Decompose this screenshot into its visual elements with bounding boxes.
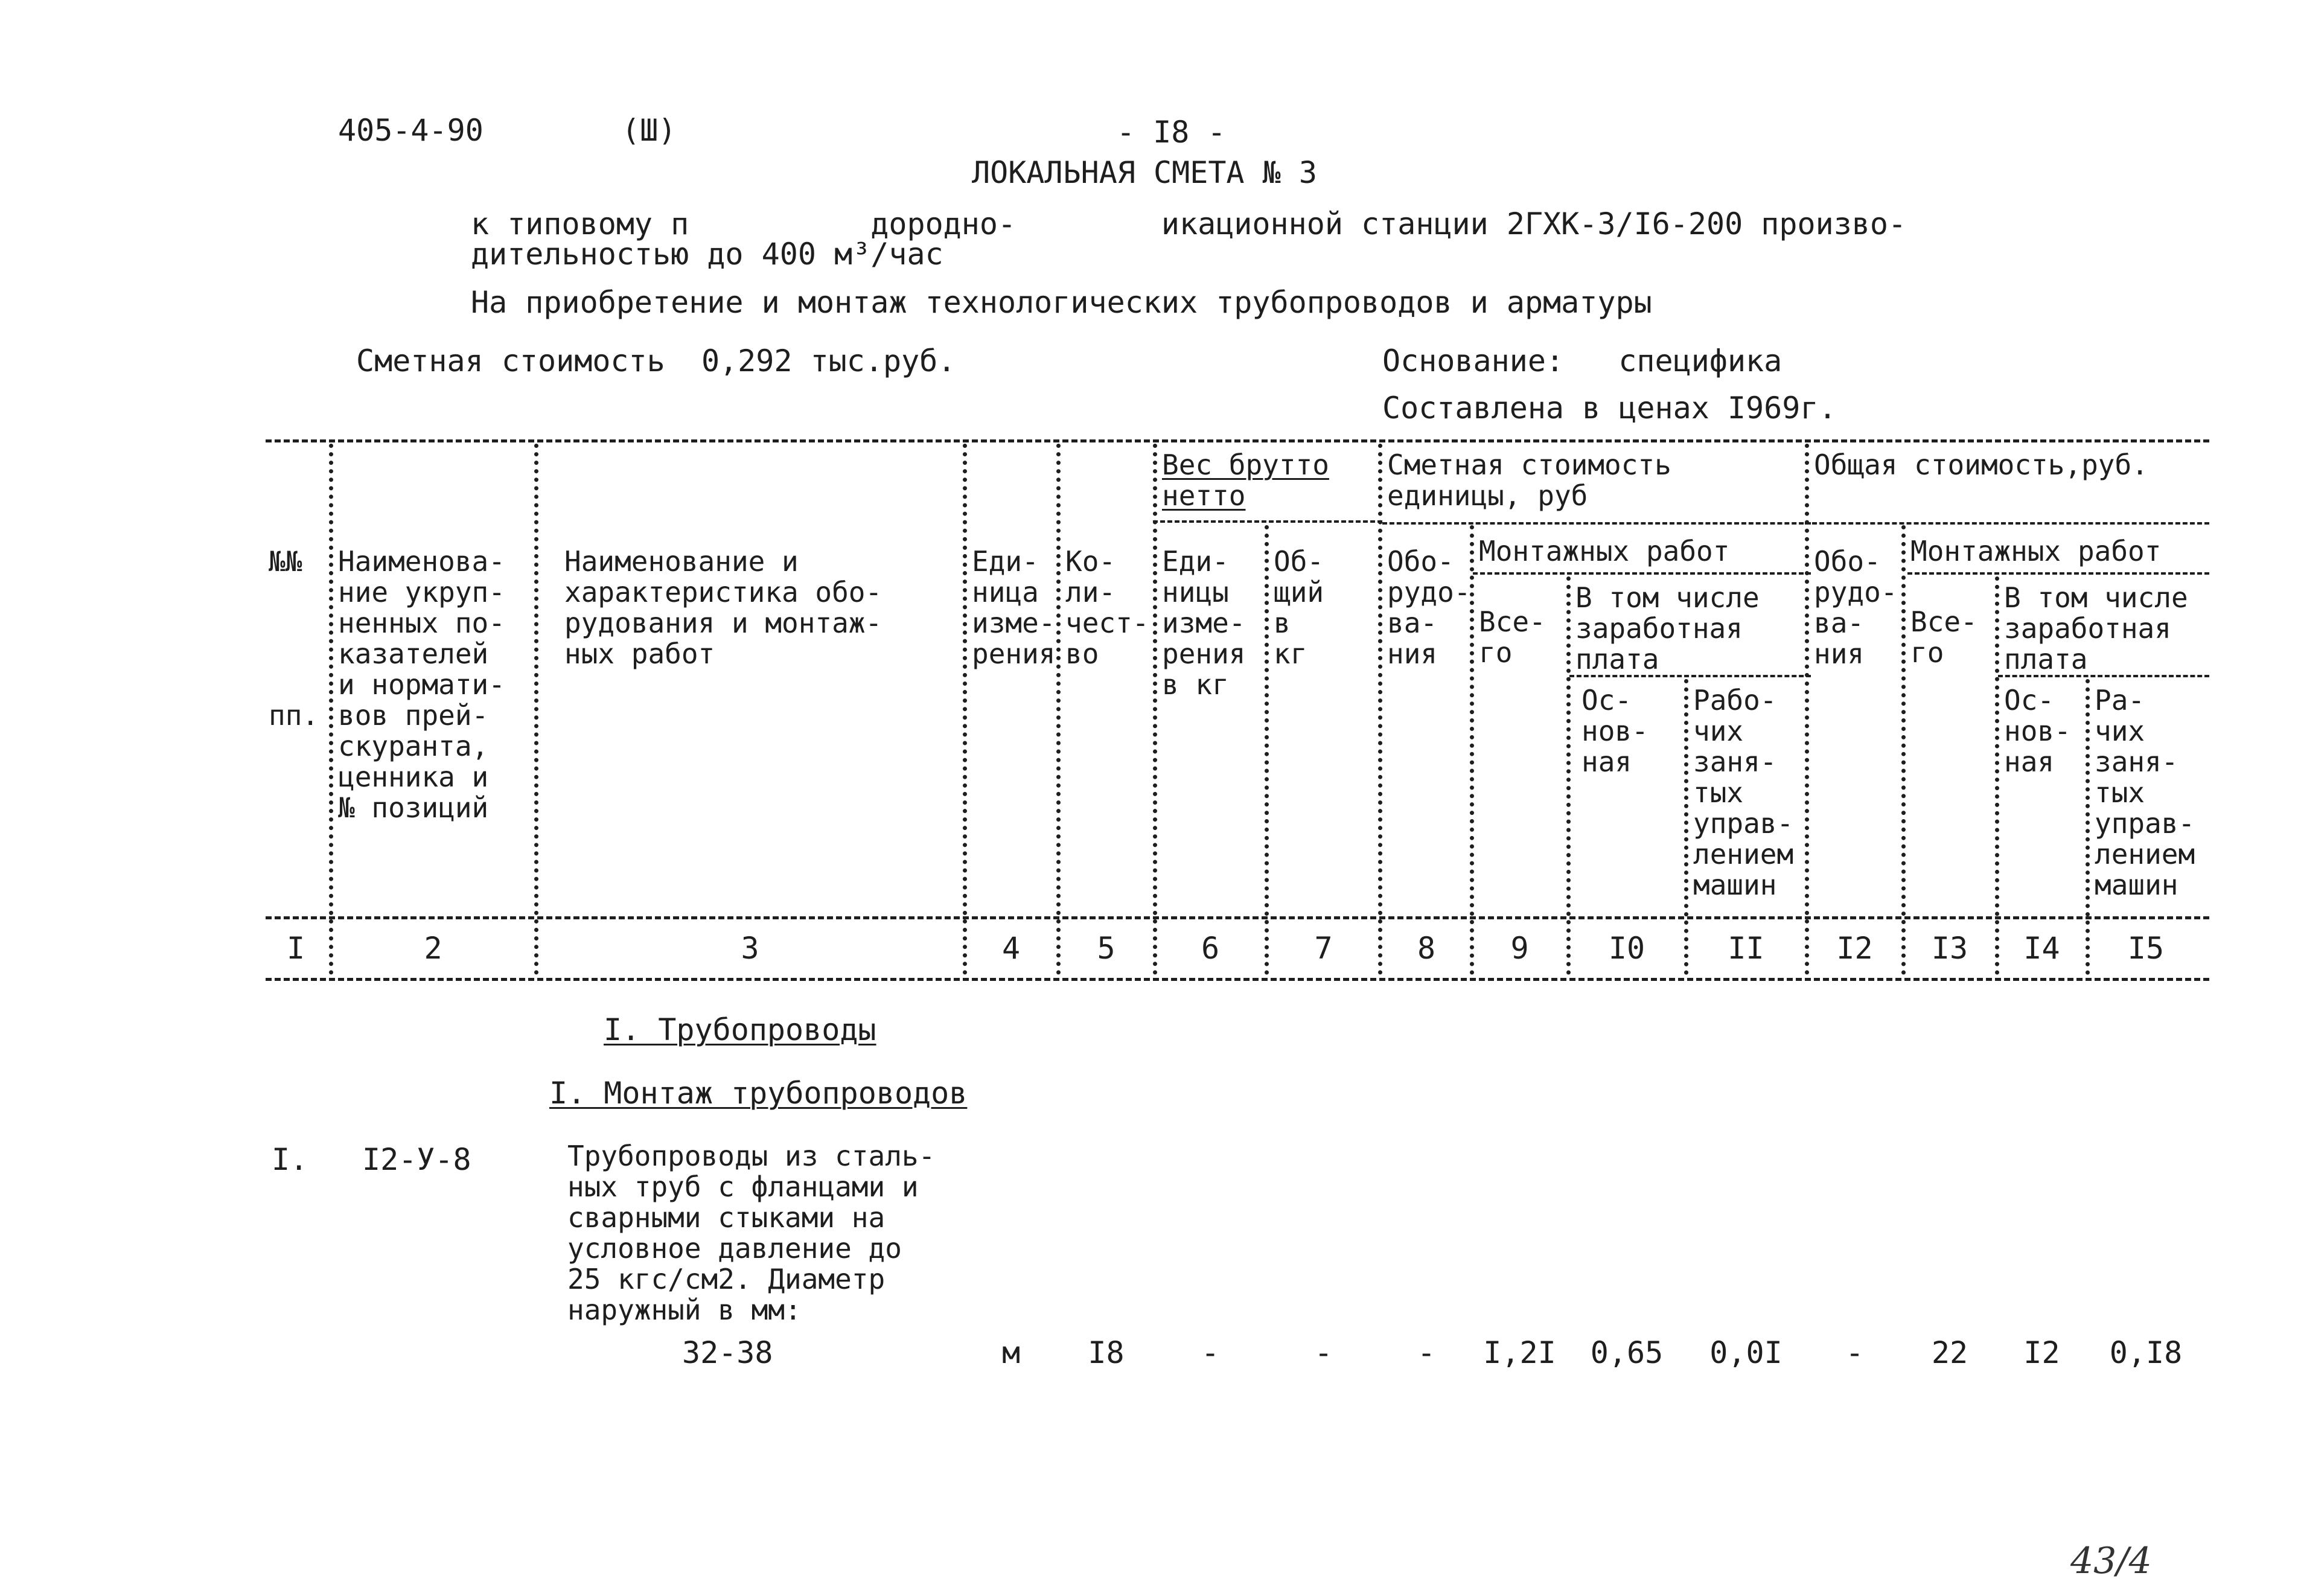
handwritten-page-number: 43/4 (2070, 1540, 2152, 1582)
unit-install-group-rule (1473, 572, 1811, 575)
row-total-equipment-cost: - (1845, 1335, 1864, 1370)
subtitle-line-2: дительностью до 400 м³/час (471, 237, 943, 272)
row-quantity: I8 (1088, 1335, 1125, 1370)
volume-label: (Ш) (622, 113, 677, 148)
column-number: I2 (1836, 931, 1873, 966)
header-col-13: Все- го (1910, 605, 1977, 669)
column-number: 2 (424, 931, 442, 966)
column-number: I5 (2127, 931, 2165, 966)
header-unit-install-group: Монтажных работ (1479, 535, 1730, 567)
subtitle-line-1: к типовому п дородно- икационной станции 2ГХК-3/I6-200 произво- (471, 206, 1907, 241)
row-subitem: 32-38 (682, 1335, 773, 1370)
column-number: 8 (1417, 931, 1436, 966)
row-total-install: 22 (1931, 1335, 1968, 1370)
row-unit-wage-basic: 0,65 (1590, 1335, 1664, 1370)
column-number: 4 (1001, 931, 1021, 966)
table-top-rule (266, 439, 2209, 442)
page-number: - I8 - (1117, 115, 1226, 150)
col-separator (329, 444, 333, 975)
row-unit-weight: - (1201, 1335, 1220, 1370)
header-col-3: Наименование и характеристика обо- рудования и монтаж- ных работ (564, 545, 882, 670)
header-col-15: Ра- чих заня- тых управ- лением машин (2095, 684, 2195, 901)
row-unit-wage-machine: 0,0I (1709, 1335, 1783, 1370)
total-install-group-rule (1907, 572, 2209, 575)
row-total-wage-basic: I2 (2023, 1335, 2060, 1370)
row-description: Трубопроводы из сталь- ных труб с фланцами и сварными стыками на условное давление до 25 кгс/см2. Диаметр наружный в мм: (567, 1140, 936, 1326)
column-number: 5 (1097, 931, 1115, 966)
col-separator (1566, 576, 1571, 975)
row-code: I2-У-8 (362, 1142, 471, 1177)
col-separator (2086, 679, 2090, 975)
col-separator (1153, 444, 1157, 975)
header-col-7: Об- щий в кг (1274, 545, 1324, 670)
header-col-9: Все- го (1479, 605, 1546, 669)
col-separator (1265, 525, 1269, 975)
weight-group-rule (1153, 520, 1382, 523)
header-col-6: Еди- ницы изме- рения в кг (1162, 545, 1246, 701)
total-cost-group-rule (1805, 522, 2209, 525)
col-separator (1056, 444, 1061, 975)
header-unit-incl-group: В том числе заработная плата (1575, 581, 1760, 675)
column-number: 7 (1314, 931, 1333, 966)
header-total-incl-group: В том числе заработная плата (2004, 581, 2188, 675)
header-col-5: Ко- ли- чест- во (1065, 545, 1149, 670)
row-unit: м (1001, 1335, 1021, 1370)
document-title: ЛОКАЛЬНАЯ СМЕТА № 3 (972, 155, 1317, 190)
price-year: Составлена в ценах I969г. (1382, 391, 1837, 426)
header-col-4: Еди- ница изме- рения (972, 545, 1056, 670)
column-number: I0 (1608, 931, 1645, 966)
header-col-8: Обо- рудо- ва- ния (1387, 545, 1471, 670)
column-number: 3 (741, 931, 759, 966)
column-number: I3 (1931, 931, 1968, 966)
col-separator (1901, 525, 1906, 975)
header-col-12: Обо- рудо- ва- ния (1814, 545, 1898, 670)
section-title: I. Трубопроводы (604, 1012, 876, 1047)
row-total-wage-machine: 0,I8 (2109, 1335, 2183, 1370)
header-col-14: Ос- нов- ная (2004, 684, 2071, 778)
column-number: I (286, 931, 305, 966)
row-number: I. (272, 1142, 308, 1177)
col-separator (963, 444, 967, 975)
col-separator (1684, 679, 1688, 975)
document-code: 405-4-90 (338, 113, 484, 148)
row-unit-equipment-cost: - (1417, 1335, 1436, 1370)
column-numbers-rule (266, 978, 2209, 981)
header-col-10: Ос- нов- ная (1581, 684, 1648, 778)
column-number: I4 (2023, 931, 2060, 966)
header-col-1: №№ пп. (269, 545, 319, 732)
header-unit-cost-group: Сметная стоимость единицы, руб (1387, 448, 1671, 512)
header-total-install-group: Монтажных работ (1910, 535, 2162, 567)
col-separator (1995, 576, 1999, 975)
subsection-title: I. Монтаж трубопроводов (549, 1076, 968, 1111)
column-number: II (1728, 931, 1764, 966)
row-unit-install-total: I,2I (1483, 1335, 1556, 1370)
header-col-2: Наименова- ние укруп- ненных по- казателей и нормати- вов прей- скуранта, ценника и № позиций (338, 545, 505, 824)
header-bottom-rule (266, 916, 2209, 919)
purpose-line: На приобретение и монтаж технологических трубопроводов и арматуры (471, 285, 1652, 320)
header-col-11: Рабо- чих заня- тых управ- лением машин (1693, 684, 1794, 901)
column-number: 6 (1201, 931, 1220, 966)
row-total-weight: - (1314, 1335, 1333, 1370)
column-number: 9 (1510, 931, 1529, 966)
basis: Основание: специфика (1382, 343, 1783, 378)
estimated-cost: Сметная стоимость 0,292 тыс.руб. (356, 343, 956, 378)
header-total-cost-group: Общая стоимость,руб. (1814, 448, 2148, 481)
header-weight-group: Вес брутто нетто (1162, 448, 1329, 512)
unit-cost-group-rule (1382, 522, 1811, 525)
col-separator (1805, 444, 1809, 975)
col-separator (1378, 444, 1382, 975)
col-separator (534, 444, 538, 975)
